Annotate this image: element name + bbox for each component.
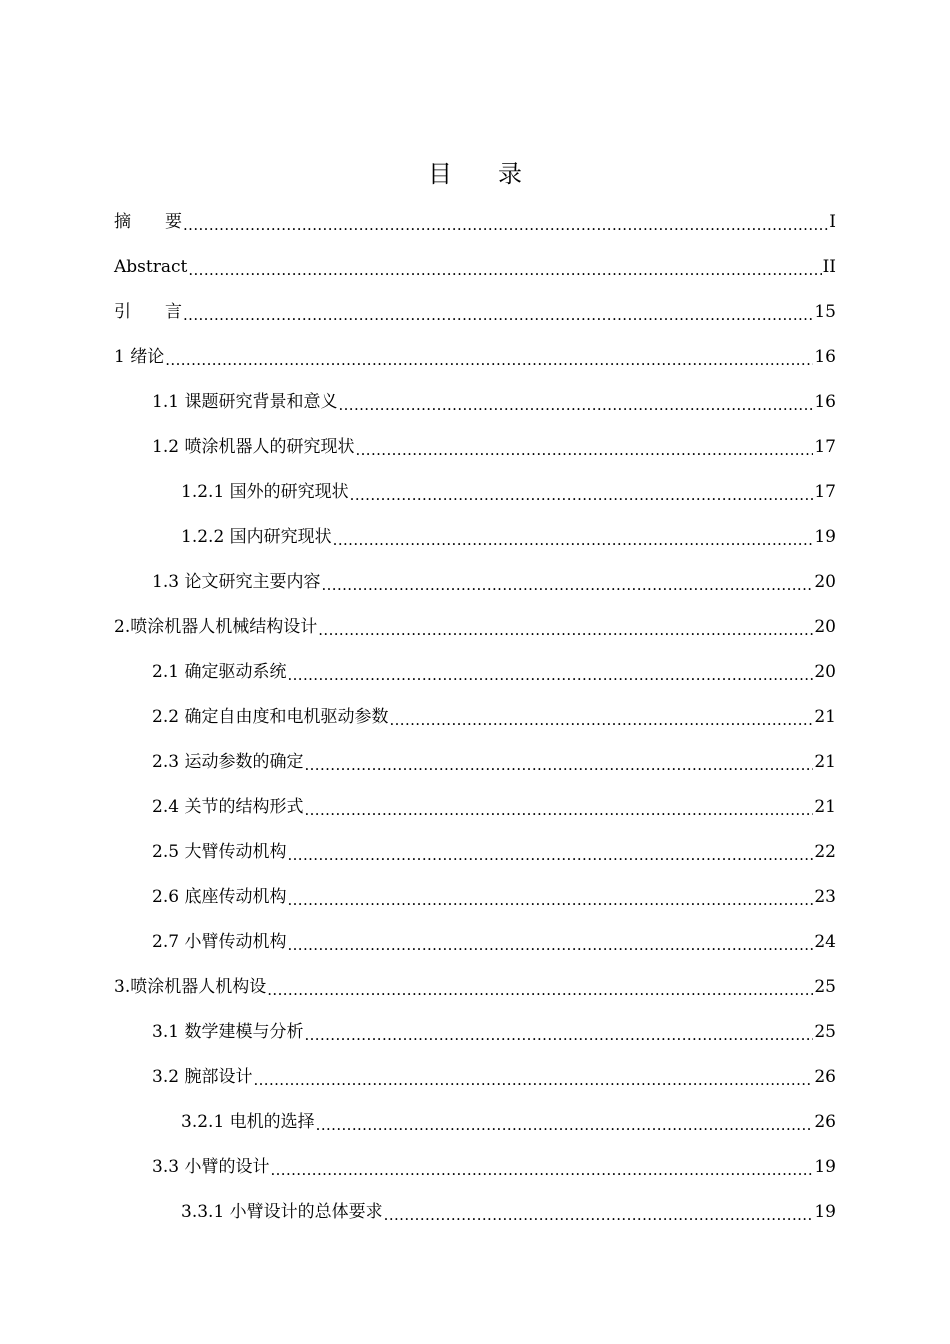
- toc-entry-label: 1.2.1 国外的研究现状: [181, 482, 349, 502]
- toc-entry-label: 2.5 大臂传动机构: [152, 842, 287, 862]
- toc-leader-dots: [384, 1199, 814, 1225]
- toc-leader-dots: [338, 389, 813, 415]
- toc-entry-label: 3.2.1 电机的选择: [181, 1112, 315, 1132]
- toc-entry-page: 17: [814, 482, 836, 502]
- toc-leader-dots: [253, 1064, 813, 1090]
- toc-entry-label: 2.2 确定自由度和电机驱动参数: [152, 707, 389, 727]
- toc-leader-dots: [318, 614, 813, 640]
- toc-entry[interactable]: [181, 477, 836, 505]
- toc-entry-label: 摘 要: [114, 212, 182, 232]
- toc-entry-label: 2.7 小臂传动机构: [152, 932, 287, 952]
- toc-leader-dots: [333, 524, 814, 550]
- toc-entry-label: 3.2 腕部设计: [152, 1067, 253, 1087]
- toc-entry-page: 15: [814, 302, 836, 322]
- toc-entry-label: 3.3.1 小臂设计的总体要求: [181, 1202, 383, 1222]
- toc-entry-page: 17: [814, 437, 836, 457]
- toc-leader-dots: [350, 479, 814, 505]
- toc-leader-dots: [287, 884, 813, 910]
- toc-entry-page: I: [829, 212, 836, 232]
- toc-entry[interactable]: [152, 1152, 836, 1180]
- toc-entry[interactable]: [181, 1197, 836, 1225]
- toc-entry[interactable]: [152, 1017, 836, 1045]
- toc-leader-dots: [267, 974, 813, 1000]
- toc-entry-page: 21: [814, 707, 836, 727]
- toc-entry-label: 1.1 课题研究背景和意义: [152, 392, 338, 412]
- toc-leader-dots: [304, 749, 813, 775]
- toc-entry-page: 20: [814, 617, 836, 637]
- toc-entry[interactable]: [152, 1062, 836, 1090]
- toc-leader-dots: [183, 209, 828, 235]
- toc-entry[interactable]: [152, 837, 836, 865]
- toc-leader-dots: [287, 929, 813, 955]
- toc-entry-label: 2.1 确定驱动系统: [152, 662, 287, 682]
- toc-entry-page: 23: [814, 887, 836, 907]
- toc-entry-page: 16: [814, 347, 836, 367]
- toc-entry-page: 19: [814, 1157, 836, 1177]
- toc-entry[interactable]: [114, 297, 836, 325]
- toc-title-char-1: 目: [428, 160, 452, 188]
- toc-entry-label: 2.6 底座传动机构: [152, 887, 287, 907]
- toc-entry[interactable]: [152, 747, 836, 775]
- toc-leader-dots: [316, 1109, 814, 1135]
- toc-entry-page: 21: [814, 797, 836, 817]
- toc-entry[interactable]: [152, 927, 836, 955]
- toc-leader-dots: [304, 1019, 813, 1045]
- toc-entry-label: 3.1 数学建模与分析: [152, 1022, 304, 1042]
- toc-entry-label: 1.2.2 国内研究现状: [181, 527, 332, 547]
- toc-entry[interactable]: [152, 702, 836, 730]
- toc-leader-dots: [270, 1154, 813, 1180]
- toc-entry-label: 2.喷涂机器人机械结构设计: [114, 617, 318, 637]
- toc-entry[interactable]: [152, 432, 836, 460]
- toc-entry[interactable]: [152, 657, 836, 685]
- toc-leader-dots: [389, 704, 813, 730]
- toc-entry-page: 20: [814, 572, 836, 592]
- toc-entry[interactable]: [114, 207, 836, 235]
- toc-entry-page: 26: [814, 1067, 836, 1087]
- toc-leader-dots: [355, 434, 813, 460]
- toc-leader-dots: [321, 569, 813, 595]
- toc-title-char-2: 录: [498, 160, 522, 188]
- toc-entry-page: 26: [814, 1112, 836, 1132]
- toc-entry[interactable]: [152, 567, 836, 595]
- toc-entry-label: 2.4 关节的结构形式: [152, 797, 304, 817]
- toc-entry-label: 3.喷涂机器人机构设: [114, 977, 267, 997]
- toc-entry-page: 20: [814, 662, 836, 682]
- toc-entry-page: 24: [814, 932, 836, 952]
- toc-leader-dots: [188, 254, 821, 280]
- toc-entry[interactable]: [114, 612, 836, 640]
- toc-leader-dots: [287, 839, 813, 865]
- toc-entry-label: 1.2 喷涂机器人的研究现状: [152, 437, 355, 457]
- toc-entry-page: II: [822, 257, 836, 277]
- toc-entry-label: 3.3 小臂的设计: [152, 1157, 270, 1177]
- toc-entry-page: 16: [814, 392, 836, 412]
- toc-entry-page: 19: [814, 1202, 836, 1222]
- toc-entry[interactable]: [152, 792, 836, 820]
- toc-entry-page: 22: [814, 842, 836, 862]
- toc-entry[interactable]: [114, 252, 836, 280]
- toc-entry-page: 19: [814, 527, 836, 547]
- toc-entry[interactable]: [152, 882, 836, 910]
- toc-entry[interactable]: [152, 387, 836, 415]
- toc-entry-page: 21: [814, 752, 836, 772]
- toc-title: [0, 156, 950, 192]
- toc-entry[interactable]: [181, 522, 836, 550]
- toc-entry-label: Abstract: [114, 257, 188, 277]
- toc-entry-label: 引 言: [114, 302, 182, 322]
- toc-leader-dots: [287, 659, 813, 685]
- toc-entry[interactable]: [114, 972, 836, 1000]
- toc-entry-page: 25: [814, 1022, 836, 1042]
- toc-leader-dots: [165, 344, 813, 370]
- toc-entry-label: 1.3 论文研究主要内容: [152, 572, 321, 592]
- toc-entry-page: 25: [814, 977, 836, 997]
- toc-entry-label: 1 绪论: [114, 347, 165, 367]
- toc-leader-dots: [304, 794, 813, 820]
- toc-entry[interactable]: [114, 342, 836, 370]
- toc-entry-label: 2.3 运动参数的确定: [152, 752, 304, 772]
- toc-leader-dots: [183, 299, 813, 325]
- toc-entry[interactable]: [181, 1107, 836, 1135]
